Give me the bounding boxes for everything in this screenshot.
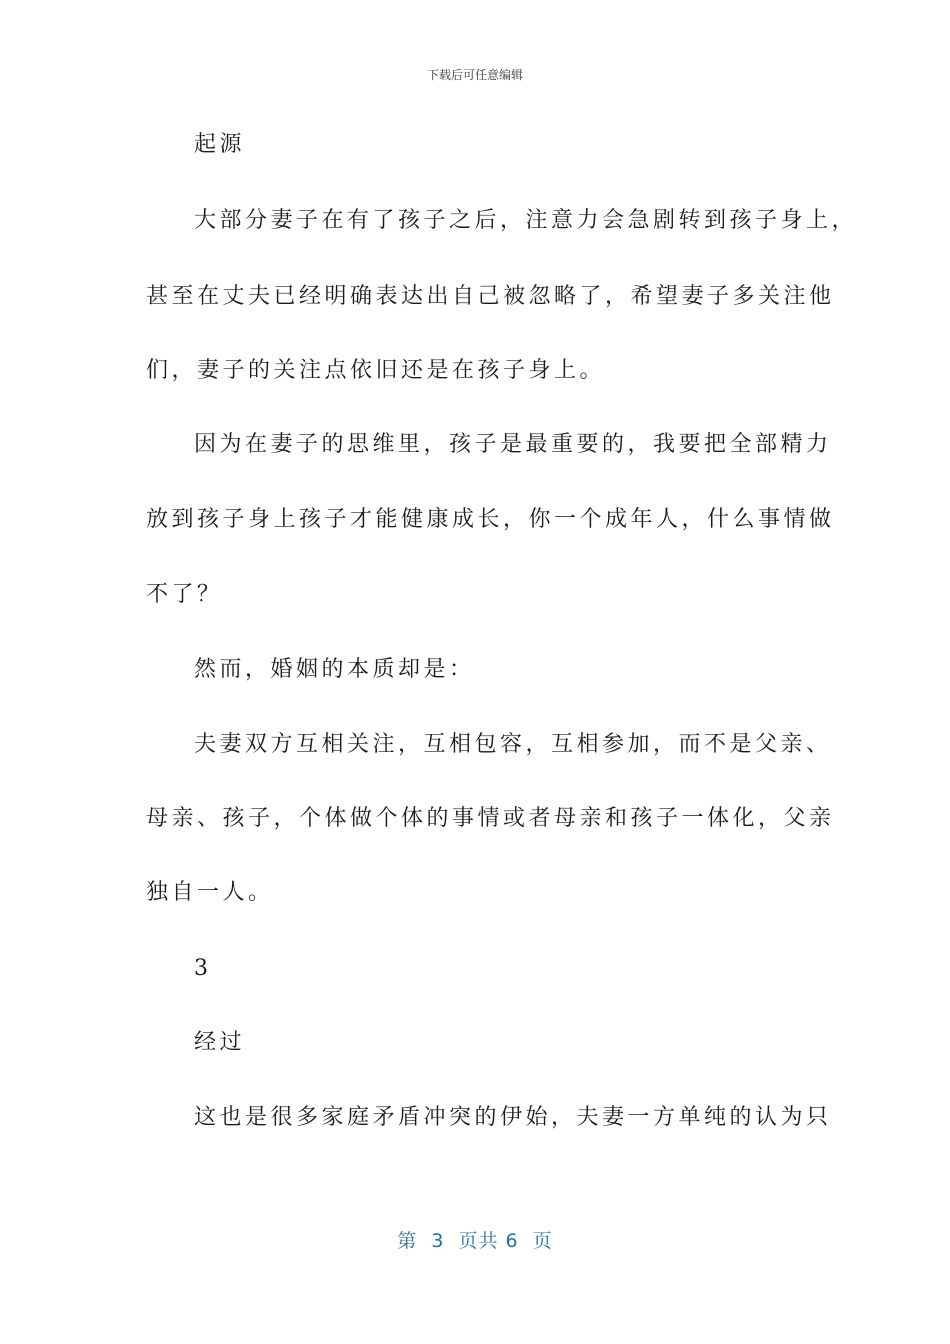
section-heading-origin: 起源: [194, 132, 246, 157]
paragraph-line: 因为在妻子的思维里，孩子是最重要的，我要把全部精力: [194, 432, 832, 457]
section-number: 3: [194, 956, 212, 981]
paragraph-line: 然而，婚姻的本质却是：: [194, 657, 475, 682]
paragraph-line: 不了？: [146, 582, 223, 607]
paragraph-line: 夫妻双方互相关注，互相包容，互相参加，而不是父亲、: [194, 732, 832, 757]
paragraph-line: 甚至在丈夫已经明确表达出自己被忽略了，希望妻子多关注他: [146, 284, 835, 309]
paragraph-line: 们，妻子的关注点依旧还是在孩子身上。: [146, 358, 606, 383]
paragraph-line: 独自一人。: [146, 880, 274, 905]
page-number-footer: 第 3 页共 6 页: [397, 1230, 553, 1252]
paragraph-line: 母亲、孩子，个体做个体的事情或者母亲和孩子一体化，父亲: [146, 806, 835, 831]
paragraph-line: 大部分妻子在有了孩子之后，注意力会急剧转到孩子身上，: [194, 208, 858, 233]
page-header-note: 下载后可任意编辑: [426, 68, 523, 82]
paragraph-line: 放到孩子身上孩子才能健康成长，你一个成年人，什么事情做: [146, 507, 835, 532]
paragraph-line: 这也是很多家庭矛盾冲突的伊始，夫妻一方单纯的认为只: [194, 1105, 832, 1130]
section-heading-process: 经过: [194, 1030, 246, 1055]
